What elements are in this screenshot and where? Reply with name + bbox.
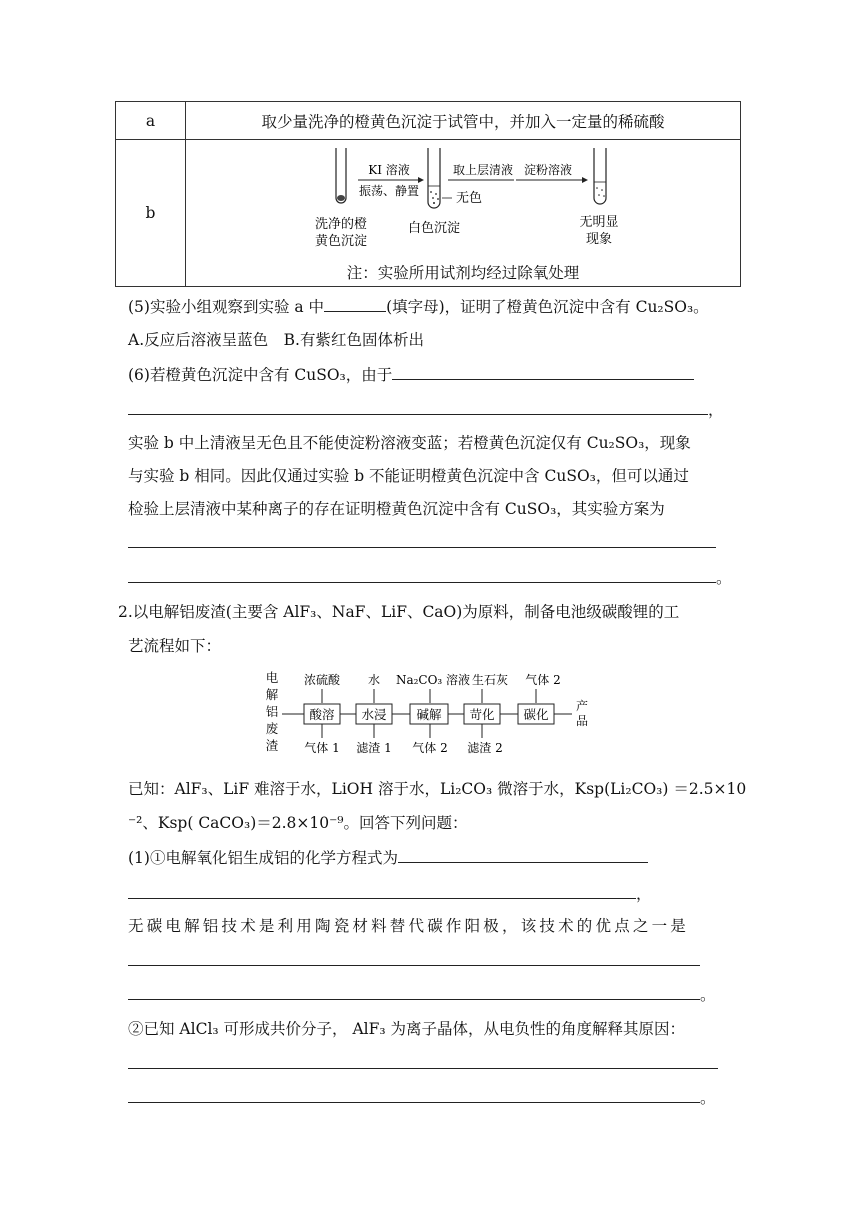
q2-1-blank-line [128, 951, 700, 970]
q6-para-1: 实验 b 中上清液呈无色且不能使淀粉溶液变蓝；若橙黄色沉淀仅有 Cu₂SO₃，现象 [128, 434, 691, 452]
source-char: 渣 [265, 738, 279, 753]
step2-action: 取上层清液 [452, 163, 514, 177]
input-label: 生石灰 [471, 673, 509, 687]
process-label: 苛化 [469, 707, 495, 722]
product-char: 品 [575, 714, 589, 728]
q5-line [128, 295, 709, 317]
source-char: 废 [265, 721, 279, 736]
q2-1-text-a: (1)①电解氧化铝生成铝的化学方程式为 [128, 849, 398, 867]
q2-1-blank-line [128, 1054, 718, 1073]
answer-blank[interactable] [128, 884, 636, 899]
q2-1-blank-line [128, 983, 716, 1005]
input-label: 浓硫酸 [303, 673, 341, 687]
output-label: 气体 2 [412, 741, 448, 755]
answer-blank[interactable] [324, 297, 386, 312]
input-label: 水 [367, 673, 381, 687]
q6-text-a: (6)若橙黄色沉淀中含有 CuSO₃，由于 [128, 366, 393, 384]
output-label: 滤渣 1 [356, 741, 392, 755]
answer-blank[interactable] [128, 400, 708, 415]
q2-known-1: 已知：AlF₃、LiF 难溶于水，LiOH 溶于水，Li₂CO₃ 微溶于水，Ksp(Li₂CO₃) ＝2.5×10 [128, 780, 747, 798]
step1-reagent: KI 溶液 [368, 163, 410, 177]
q6-line-2 [128, 398, 724, 420]
q2-intro-1: 2.以电解铝废渣(主要含 AlF₃、NaF、LiF、CaO)为原料，制备电池级碳酸锂的工 [118, 603, 680, 621]
row-b-label: b [116, 140, 186, 287]
q2-intro-2: 艺流程如下： [128, 637, 222, 655]
q6-comma: ， [708, 401, 724, 419]
tube3-label-2: 现象 [585, 232, 613, 247]
tube2-label: 白色沉淀 [407, 221, 461, 236]
q2-known-2: ⁻²、Ksp( CaCO₃)＝2.8×10⁻⁹。回答下列问题： [128, 814, 468, 832]
row-a-label: a [116, 102, 186, 140]
q2-1-comma: ， [636, 885, 652, 903]
source-char: 电 [265, 670, 279, 685]
q6-blank-line [128, 533, 716, 552]
tube1-label-2: 黄色沉淀 [314, 234, 368, 249]
q2-1-text-c: ②已知 AlCl₃ 可形成共价分子， AlF₃ 为离子晶体，从电负性的角度解释其原因： [128, 1020, 686, 1038]
answer-blank[interactable] [128, 568, 716, 583]
output-label: 气体 1 [304, 741, 340, 755]
answer-blank[interactable] [128, 1088, 700, 1103]
q2-1-line-2 [128, 882, 652, 904]
process-label: 碱解 [416, 707, 442, 722]
answer-blank[interactable] [128, 951, 700, 966]
q6-end: 。 [716, 569, 732, 587]
source-char: 铝 [265, 704, 279, 719]
tube1-label-1: 洗净的橙 [314, 217, 368, 232]
q5-options: A.反应后溶液呈蓝色 B.有紫红色固体析出 [128, 331, 424, 349]
answer-blank[interactable] [392, 365, 694, 380]
input-label: 气体 2 [525, 673, 561, 687]
source-char: 解 [265, 687, 279, 702]
answer-blank[interactable] [128, 985, 700, 1000]
row-a-text: 取少量洗净的橙黄色沉淀于试管中，并加入一定量的稀硫酸 [186, 102, 741, 140]
q5-text-a: (5)实验小组观察到实验 a 中 [128, 298, 325, 316]
answer-blank[interactable] [128, 533, 716, 548]
q2-1-end: 。 [700, 986, 716, 1004]
test-tube-icon [594, 148, 606, 204]
q6-line [128, 363, 694, 385]
experiment-table [115, 101, 741, 287]
step1-action: 振荡、静置 [358, 184, 420, 198]
q2-1-c-end: 。 [700, 1089, 716, 1107]
q5-text-b: (填字母)，证明了橙黄色沉淀中含有 Cu₂SO₃。 [386, 298, 709, 316]
process-flow-diagram [260, 668, 600, 760]
q2-1-blank-line [128, 1086, 716, 1108]
product-char: 产 [575, 699, 589, 713]
answer-blank[interactable] [398, 848, 648, 863]
table-note: 注：实验所用试剂均经过除氧处理 [346, 264, 580, 282]
q6-blank-line [128, 566, 732, 588]
test-tube-icon [336, 148, 346, 203]
q6-para-3: 检验上层清液中某种离子的存在证明橙黄色沉淀中含有 CuSO₃，其实验方案为 [128, 500, 665, 518]
process-label: 酸溶 [309, 707, 335, 722]
output-label: 滤渣 2 [467, 741, 503, 755]
step3-reagent: 淀粉溶液 [523, 163, 573, 177]
input-label: Na₂CO₃ 溶液 [395, 673, 471, 687]
test-tube-icon [428, 148, 440, 208]
tube2-note: 无色 [456, 191, 483, 206]
q6-para-2: 与实验 b 相同。因此仅通过实验 b 不能证明橙黄色沉淀中含 CuSO₃，但可以通过 [128, 467, 689, 485]
process-label: 碳化 [523, 707, 549, 722]
answer-blank[interactable] [128, 1054, 718, 1069]
process-label: 水浸 [361, 707, 387, 722]
q2-1-text-b: 无碳电解铝技术是利用陶瓷材料替代碳作阳极，该技术的优点之一是 [128, 917, 690, 935]
row-b-content [186, 140, 741, 287]
q2-1-line [128, 846, 648, 868]
tube3-label-1: 无明显 [579, 215, 619, 230]
